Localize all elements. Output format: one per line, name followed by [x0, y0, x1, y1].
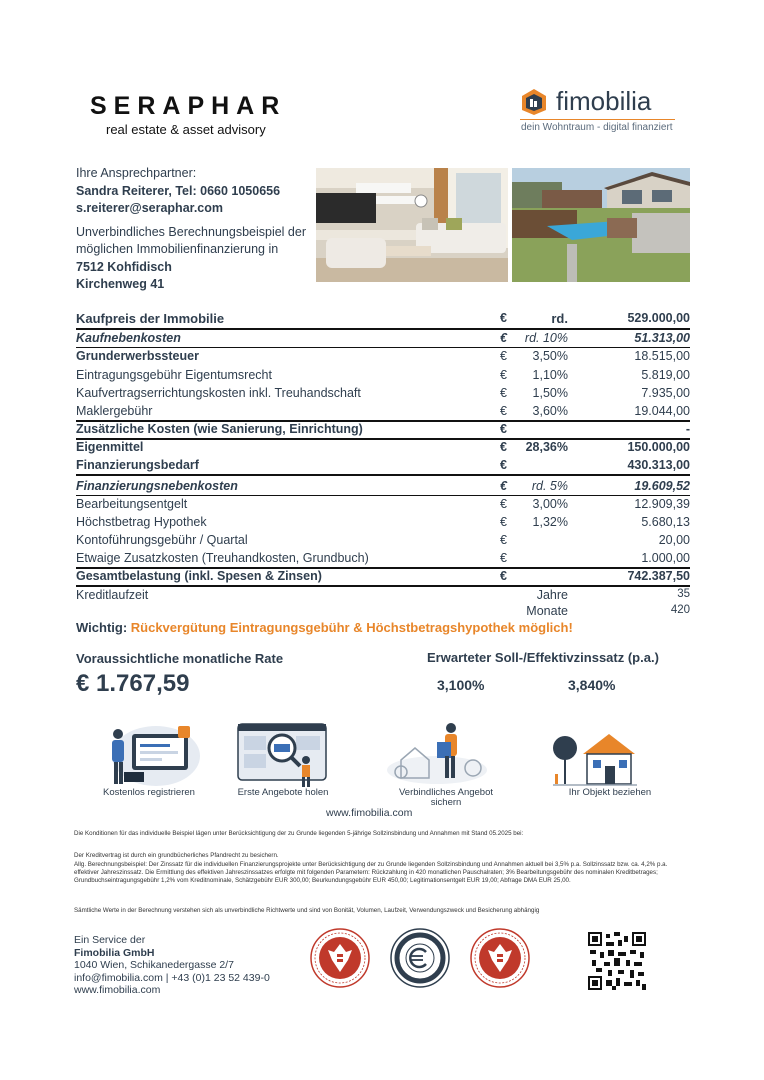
- row-currency: €: [500, 569, 507, 583]
- partner-slogan: dein Wohntraum - digital finanziert: [521, 122, 673, 133]
- step-caption: Erste Angebote holen: [237, 787, 329, 798]
- row-amount: 7.935,00: [641, 386, 690, 400]
- row-percent: 3,00%: [532, 497, 568, 511]
- partner-name: fimobilia: [556, 86, 652, 116]
- row-currency: €: [500, 386, 507, 400]
- row-percent: rd. 5%: [531, 479, 568, 493]
- step-caption: Verbindliches Angebot sichern: [398, 787, 494, 808]
- row-processing-fee: [76, 496, 690, 514]
- row-currency: €: [500, 440, 507, 454]
- row-currency: €: [500, 551, 507, 565]
- row-percent: 3,50%: [532, 349, 568, 363]
- row-equity: [76, 439, 690, 457]
- row-label: Kaufnebenkosten: [76, 331, 181, 345]
- contact-email: s.reiterer@seraphar.com: [76, 201, 223, 215]
- row-label: Eigenmittel: [76, 440, 144, 454]
- row-purchase-price: [76, 310, 690, 328]
- row-account-fee: [76, 532, 690, 550]
- row-amount: 19.044,00: [634, 404, 690, 418]
- row-currency: €: [500, 515, 507, 529]
- row-amount: 742.387,50: [627, 569, 690, 583]
- row-amount: 51.313,00: [634, 331, 690, 345]
- row-amount: 18.515,00: [634, 349, 690, 363]
- row-financing-need: [76, 457, 690, 475]
- row-currency: €: [500, 368, 507, 382]
- contact-block: [76, 165, 316, 294]
- partner-divider: [520, 119, 675, 120]
- row-loan-term-months: [76, 603, 690, 621]
- row-currency: €: [500, 404, 507, 418]
- intro-line-1: Unverbindliches Berechnungsbeispiel der: [76, 224, 306, 239]
- contact-heading: Ihre Ansprechpartner:: [76, 166, 197, 180]
- website-link[interactable]: www.fimobilia.com: [326, 807, 413, 819]
- loan-term-unit: Jahre: [536, 588, 568, 602]
- row-label: Zusätzliche Kosten (wie Sanierung, Einrichtung): [76, 422, 363, 436]
- row-amount: 5.680,13: [641, 515, 690, 529]
- row-ancillary-costs: [76, 330, 690, 348]
- fineprint-1: Die Konditionen für das individuelle Beispiel lägen unter Berücksichtigung der zu Grunde liegenden 5-jährige Sollzinsbindung und Annahmen mit Stand 05.2025 bei:: [74, 830, 524, 837]
- row-financing-ancillary: [76, 478, 690, 496]
- row-label: Kaufpreis der Immobilie: [76, 311, 225, 326]
- footer-block: [74, 934, 270, 997]
- row-percent: 1,32%: [532, 515, 568, 529]
- row-label: Gesamtbelastung (inkl. Spesen & Zinsen): [76, 569, 322, 583]
- laptop-person-icon: [96, 722, 200, 786]
- row-percent: 1,50%: [532, 386, 568, 400]
- row-currency: €: [500, 458, 507, 472]
- contract-person-icon: [381, 720, 493, 788]
- fineprint-2: Der Kreditvertrag ist durch ein grundbücherliches Pfandrecht zu besichern.: [74, 852, 279, 859]
- row-percent: rd. 10%: [524, 331, 568, 345]
- fineprint-3: Allg. Berechnungsbeispiel: Der Zinssatz für die individuellen Finanzierungsprojekte unter Berücksichtigung der zu Grunde liegenden Sollzinsbindung und Annahmen aktuell bei 3,5% p.a. Sollzinssatz bzw. ca. 4,2% p.a. effektiver Jahreszinssatz. Die Ermittlung des effektiven Jahreszinssatzes erfolgte mit folgenden Parametern: Rückzahlung in 420 monatlichen Pauschalraten; 3% Bearbeitungsgebühr des nominalen Kreditbetrages; Grundbuchseintragungsgebühr 1,2% vom Kreditnominale, Schätzgebühr EUR 300,00; Beurkundungsgebühr EUR 450,00; Legitimationsentgelt EUR 19,00; Abfrage DMA EUR 25,00.: [74, 861, 668, 885]
- footer-address: 1040 Wien, Schikanedergasse 2/7: [74, 959, 234, 971]
- row-currency: €: [500, 331, 507, 345]
- brand-name: SERAPHAR: [90, 92, 287, 120]
- row-total: [76, 568, 690, 586]
- effective-interest-rate: 3,840%: [568, 677, 616, 693]
- row-amount: 430.313,00: [627, 458, 690, 472]
- property-city: 7512 Kohfidisch: [76, 259, 172, 274]
- row-label: Höchstbetrag Hypothek: [76, 515, 207, 529]
- row-transfer-tax: [76, 348, 690, 366]
- row-label: Finanzierungsnebenkosten: [76, 479, 238, 493]
- row-label: Eintragungsgebühr Eigentumsrecht: [76, 368, 272, 382]
- fineprint-4: Sämtliche Werte in der Berechnung verstehen sich als unverbindliche Richtwerte und sind von Bonität, Volumen, Laufzeit, Verwendungszweck und Besicherung abhängig: [74, 907, 540, 914]
- row-amount: 20,00: [658, 533, 690, 547]
- row-amount: 19.609,52: [634, 479, 690, 493]
- qr-code-icon[interactable]: [588, 932, 646, 990]
- row-currency: €: [500, 497, 507, 511]
- loan-term-label: Kreditlaufzeit: [76, 588, 149, 602]
- step-caption: Kostenlos registrieren: [103, 787, 195, 798]
- row-currency: €: [500, 422, 507, 436]
- row-amount: 12.909,39: [634, 497, 690, 511]
- fimobilia-logo-icon: [520, 88, 548, 116]
- contact-name-phone: Sandra Reiterer, Tel: 0660 1050656: [76, 183, 281, 198]
- row-label: Grunderwerbssteuer: [76, 349, 199, 363]
- row-label: Kaufvertragserrichtungskosten inkl. Treuhandschaft: [76, 386, 361, 400]
- table-rule: [76, 474, 690, 476]
- row-label: Etwaige Zusatzkosten (Treuhandkosten, Grundbuch): [76, 551, 369, 565]
- eagle-seal-icon: [310, 928, 370, 988]
- important-note: [76, 620, 573, 635]
- row-currency: €: [500, 533, 507, 547]
- standesregeln-seal-icon: [390, 928, 450, 988]
- row-extra-costs: [76, 550, 690, 568]
- footer-line: Ein Service der: [74, 934, 146, 946]
- row-amount: 529.000,00: [627, 311, 690, 325]
- row-label: Kontoführungsgebühr / Quartal: [76, 533, 248, 547]
- row-label: Maklergebühr: [76, 404, 153, 418]
- row-mortgage: [76, 514, 690, 532]
- row-amount: 150.000,00: [627, 440, 690, 454]
- step-caption: Ihr Objekt beziehen: [568, 787, 652, 798]
- row-amount: -: [685, 422, 690, 436]
- loan-term-value: 420: [670, 604, 690, 616]
- important-text: Rückvergütung Eintragungsgebühr & Höchstbetragshypothek möglich!: [130, 620, 573, 635]
- living-room-photo: [316, 168, 508, 282]
- row-additional-costs: [76, 421, 690, 439]
- row-currency: €: [500, 479, 507, 493]
- footer-contact: info@fimobilia.com | +43 (0)1 23 52 439-0: [74, 971, 270, 984]
- footer-web[interactable]: www.fimobilia.com: [74, 984, 161, 996]
- row-contract-costs: [76, 385, 690, 403]
- important-prefix: Wichtig:: [76, 620, 131, 635]
- eagle-seal-icon: [470, 928, 530, 988]
- row-label: Bearbeitungsentgelt: [76, 497, 188, 511]
- loan-term-unit: Monate: [526, 604, 568, 618]
- row-broker-fee: [76, 403, 690, 421]
- property-street: Kirchenweg 41: [76, 277, 165, 291]
- row-registration-fee: [76, 367, 690, 385]
- nominal-interest-rate: 3,100%: [437, 677, 485, 693]
- row-percent: 28,36%: [525, 440, 568, 454]
- row-percent: rd.: [551, 311, 568, 326]
- magnifier-person-icon: [236, 718, 330, 788]
- house-icon: [553, 730, 637, 786]
- row-currency: €: [500, 349, 507, 363]
- row-amount: 5.819,00: [641, 368, 690, 382]
- loan-term-value: 35: [677, 588, 690, 600]
- monthly-rate-value: € 1.767,59: [76, 670, 190, 697]
- row-label: Finanzierungsbedarf: [76, 458, 199, 472]
- row-currency: €: [500, 311, 507, 325]
- brand-subtitle: real estate & asset advisory: [106, 122, 266, 137]
- monthly-rate-label: Voraussichtliche monatliche Rate: [76, 651, 284, 666]
- row-percent: 1,10%: [532, 368, 568, 382]
- row-percent: 3,60%: [532, 404, 568, 418]
- footer-company: Fimobilia GmbH: [74, 946, 155, 959]
- interest-rate-label: Erwarteter Soll-/Effektivzinssatz (p.a.): [427, 650, 659, 665]
- row-amount: 1.000,00: [641, 551, 690, 565]
- garden-pool-photo: [512, 168, 690, 282]
- intro-line-2: möglichen Immobilienfinanzierung in: [76, 242, 279, 256]
